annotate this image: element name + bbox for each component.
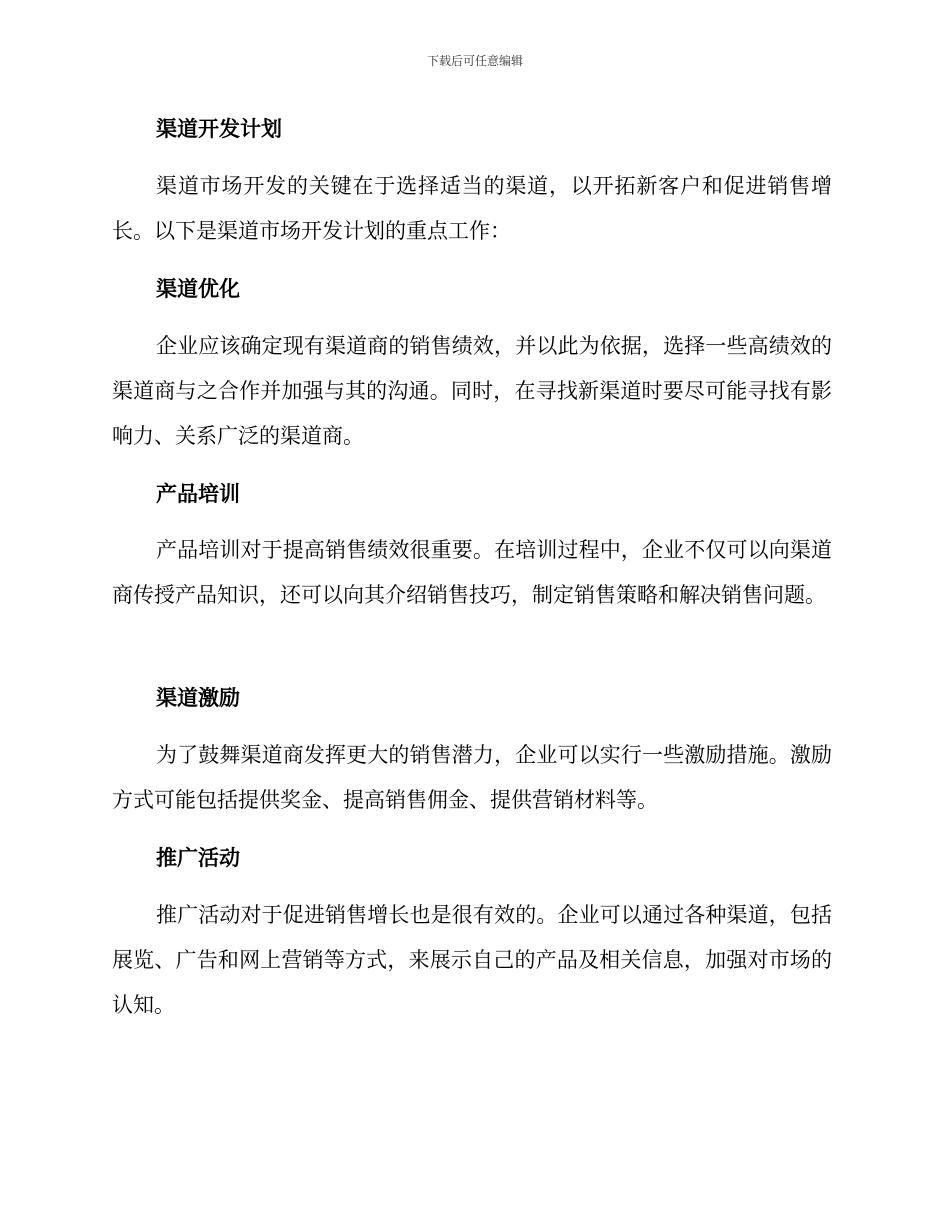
section-body-promotion-activities: 推广活动对于促进销售增长也是很有效的。企业可以通过各种渠道，包括展览、广告和网上营销等方式，来展示自己的产品及相关信息，加强对市场的认知。 — [112, 903, 832, 1017]
section-title-product-training: 产品培训 — [156, 482, 240, 506]
section-title-promotion-activities: 推广活动 — [156, 846, 240, 870]
section-body-channel-incentives: 为了鼓舞渠道商发挥更大的销售潜力，企业可以实行一些激励措施。激励方式可能包括提供奖金、提高销售佣金、提供营销材料等。 — [112, 743, 832, 812]
section-body-product-training: 产品培训对于提高销售绩效很重要。在培训过程中，企业不仅可以向渠道商传授产品知识，还可以向其介绍销售技巧，制定销售策略和解决销售问题。 — [112, 538, 832, 607]
section-title-channel-development-plan: 渠道开发计划 — [156, 117, 282, 141]
section-body-channel-optimization: 企业应该确定现有渠道商的销售绩效，并以此为依据，选择一些高绩效的渠道商与之合作并加强与其的沟通。同时，在寻找新渠道时要尽可能寻找有影响力、关系广泛的渠道商。 — [112, 334, 832, 448]
section-title-channel-incentives: 渠道激励 — [156, 686, 240, 710]
section-body-channel-development-plan: 渠道市场开发的关键在于选择适当的渠道，以开拓新客户和促进销售增长。以下是渠道市场开发计划的重点工作： — [112, 174, 832, 243]
section-title-channel-optimization: 渠道优化 — [156, 277, 240, 301]
page-header: 下载后可任意编辑 — [426, 54, 523, 68]
